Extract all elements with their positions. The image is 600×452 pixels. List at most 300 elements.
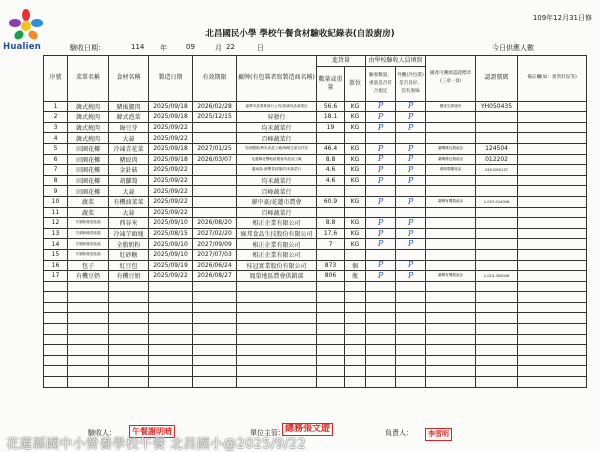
empty-cell: [149, 366, 193, 377]
empty-row: [44, 366, 587, 377]
row-mfg-date: 2025/09/18: [149, 154, 193, 165]
row-check-look: P: [396, 154, 426, 165]
row-ingredient: 冷凍芋頭塊: [109, 228, 149, 239]
row-dish: 蔬菜: [68, 196, 109, 207]
row-unit: KG: [345, 143, 366, 154]
watermark: 花蓮縣國中小營養學校午餐 北昌國小@2025/9/22: [6, 437, 306, 452]
empty-cell: [518, 377, 587, 388]
row-qty: 19: [317, 122, 345, 133]
empty-cell: [518, 292, 587, 303]
empty-row: [44, 345, 587, 356]
row-cert: [476, 239, 518, 250]
table-row: [44, 239, 587, 250]
supplier-count-label: 今日供應人數: [492, 44, 534, 52]
row-unit: KG: [345, 154, 366, 165]
row-cert: [476, 218, 518, 229]
row-remark: [518, 175, 587, 186]
day-value: 22: [226, 43, 235, 51]
row-origin: 溯源農糧產品: [426, 165, 476, 176]
empty-cell: [237, 313, 317, 324]
empty-cell: [366, 302, 396, 313]
empty-cell: [68, 334, 109, 345]
empty-cell: [345, 345, 366, 356]
row-cert: [476, 207, 518, 218]
empty-cell: [44, 292, 68, 303]
empty-cell: [44, 302, 68, 313]
empty-cell: [109, 281, 149, 292]
row-mfg-date: 2025/09/22: [149, 186, 193, 197]
row-vendor: 廖中豪/花蓮市農會: [237, 196, 317, 207]
empty-cell: [396, 334, 426, 345]
row-check-look: P: [396, 218, 426, 229]
empty-cell: [149, 345, 193, 356]
row-vendor: 相正企業有限公司: [237, 218, 317, 229]
empty-cell: [149, 281, 193, 292]
empty-cell: [109, 366, 149, 377]
empty-cell: [68, 313, 109, 324]
empty-cell: [193, 334, 237, 345]
empty-cell: [237, 355, 317, 366]
row-qty: 18.1: [317, 112, 345, 123]
empty-cell: [149, 377, 193, 388]
row-exp-date: 2027/01/25: [193, 143, 237, 154]
empty-cell: [476, 313, 518, 324]
empty-cell: [44, 355, 68, 366]
empty-cell: [68, 281, 109, 292]
row-dish: 田園花椰: [68, 175, 109, 186]
row-dish: 田園花椰: [68, 186, 109, 197]
row-qty: 17.6: [317, 228, 345, 239]
row-qty: 46.4: [317, 143, 345, 154]
empty-cell: [366, 345, 396, 356]
row-cert: YH050435: [476, 101, 518, 112]
empty-cell: [396, 302, 426, 313]
row-origin: [426, 122, 476, 133]
row-remark: [518, 228, 587, 239]
row-qty: 60.9: [317, 196, 345, 207]
empty-cell: [44, 345, 68, 356]
table-row: [44, 196, 587, 207]
row-vendor: 鳳榮地區農會供銷部: [237, 271, 317, 282]
row-check-qty: P: [366, 228, 396, 239]
row-remark: [518, 207, 587, 218]
row-ingredient: 大蒜: [109, 133, 149, 144]
row-dish: 芋頭粉條香菇湯: [68, 249, 109, 260]
row-remark: [518, 271, 587, 282]
empty-cell: [396, 345, 426, 356]
empty-cell: [237, 345, 317, 356]
empty-cell: [518, 334, 587, 345]
empty-cell: [345, 281, 366, 292]
empty-cell: [317, 313, 345, 324]
table-row: [44, 154, 587, 165]
header-exp-date: 有效期限: [193, 56, 237, 102]
row-remark: [518, 143, 587, 154]
row-check-qty: P: [366, 165, 396, 176]
row-ingredient: 有機油菜菜: [109, 196, 149, 207]
empty-row: [44, 324, 587, 335]
row-ingredient: 豬後腿肉: [109, 101, 149, 112]
row-qty: 7: [317, 239, 345, 250]
header-remark: 備註欄(如：異常狀況等): [518, 56, 587, 102]
empty-cell: [44, 324, 68, 335]
logo-text: Hualien: [3, 42, 41, 52]
empty-cell: [476, 281, 518, 292]
empty-cell: [317, 281, 345, 292]
empty-cell: [68, 302, 109, 313]
empty-cell: [426, 313, 476, 324]
empty-cell: [345, 366, 366, 377]
row-origin: [426, 239, 476, 250]
row-qty: 4.6: [317, 165, 345, 176]
table-row: [44, 112, 587, 123]
row-origin: [426, 207, 476, 218]
header-inspect-group: 由學校驗收人員填寫: [366, 56, 426, 67]
row-dish: 包子: [68, 260, 109, 271]
empty-cell: [396, 366, 426, 377]
row-vendor: 相正企業有限公司: [237, 239, 317, 250]
row-dish: 芋頭粉條香菇湯: [68, 239, 109, 250]
row-mfg-date: 2025/09/22: [149, 122, 193, 133]
row-qty: [317, 207, 345, 218]
header-qty: 數量或重量: [317, 66, 345, 101]
row-exp-date: 2026/08/20: [193, 218, 237, 229]
row-cert: 012202: [476, 154, 518, 165]
row-cert: [476, 228, 518, 239]
empty-cell: [44, 313, 68, 324]
row-vendor: 均禾蔬菜行: [237, 122, 317, 133]
row-mfg-date: 2025/09/18: [149, 101, 193, 112]
row-qty: [317, 186, 345, 197]
empty-cell: [476, 366, 518, 377]
row-exp-date: [193, 122, 237, 133]
row-origin: [426, 112, 476, 123]
row-seq: 10: [44, 196, 68, 207]
empty-cell: [518, 324, 587, 335]
row-mfg-date: 2025/09/19: [149, 260, 193, 271]
row-unit: [345, 186, 366, 197]
empty-cell: [396, 281, 426, 292]
table-row: [44, 228, 587, 239]
empty-cell: [345, 292, 366, 303]
row-exp-date: [193, 165, 237, 176]
month-unit: 月: [215, 44, 222, 52]
empty-cell: [44, 377, 68, 388]
row-mfg-date: 2025/08/15: [149, 228, 193, 239]
year-value: 114: [131, 43, 145, 51]
row-remark: [518, 186, 587, 197]
month-value: 09: [186, 43, 195, 51]
empty-cell: [149, 313, 193, 324]
row-cert: [476, 249, 518, 260]
empty-cell: [426, 302, 476, 313]
empty-cell: [366, 355, 396, 366]
row-ingredient: 冷凍青花菜: [109, 143, 149, 154]
row-cert: 124504: [476, 143, 518, 154]
row-dish: 韓式燒肉: [68, 133, 109, 144]
header-mfg-date: 製造日期: [149, 56, 193, 102]
table-row: [44, 122, 587, 133]
empty-cell: [518, 366, 587, 377]
header-unit: 單位: [345, 66, 366, 101]
row-exp-date: [193, 186, 237, 197]
empty-cell: [193, 377, 237, 388]
row-vendor: 百峰蔬菜行: [237, 133, 317, 144]
table-row: [44, 207, 587, 218]
row-remark: [518, 154, 587, 165]
row-check-qty: P: [366, 122, 396, 133]
row-check-look: P: [396, 122, 426, 133]
empty-cell: [366, 313, 396, 324]
row-check-qty: P: [366, 175, 396, 186]
row-vendor: 鑫東晶-新豐香菇場/均禾蔬菜行: [237, 165, 317, 176]
empty-cell: [193, 281, 237, 292]
row-unit: [345, 133, 366, 144]
row-cert: 1-010-300008: [476, 271, 518, 282]
row-check-qty: [366, 249, 396, 260]
empty-cell: [193, 324, 237, 335]
row-ingredient: 綠豆芽: [109, 122, 149, 133]
empty-cell: [366, 377, 396, 388]
row-ingredient: 紅豆包: [109, 260, 149, 271]
table-row: [44, 249, 587, 260]
row-unit: 個: [345, 260, 366, 271]
table-row: [44, 133, 587, 144]
empty-cell: [396, 292, 426, 303]
row-exp-date: [193, 207, 237, 218]
row-vendor: 綠邦食品生技股份有限公司: [237, 228, 317, 239]
row-unit: KG: [345, 122, 366, 133]
empty-cell: [68, 292, 109, 303]
header-origin: 國產可溯源認證標章(三章一Q): [426, 56, 476, 102]
table-row: [44, 186, 587, 197]
owner-stamp: 李雪明: [425, 428, 452, 441]
empty-cell: [426, 377, 476, 388]
row-origin: [426, 228, 476, 239]
row-mfg-date: 2025/09/22: [149, 175, 193, 186]
empty-cell: [345, 302, 366, 313]
row-exp-date: 2026/06/24: [193, 260, 237, 271]
row-check-look: [396, 249, 426, 260]
row-exp-date: 2027/02/20: [193, 228, 237, 239]
empty-cell: [68, 377, 109, 388]
empty-row: [44, 334, 587, 345]
row-dish: 芋頭粉條香菇湯: [68, 218, 109, 229]
row-cert: 1-007-014006: [476, 196, 518, 207]
row-check-qty: P: [366, 143, 396, 154]
date-label: 驗收日期：: [70, 44, 105, 52]
header-cert: 認證號碼: [476, 56, 518, 102]
row-remark: [518, 101, 587, 112]
row-remark: [518, 239, 587, 250]
row-mfg-date: 2025/09/10: [149, 218, 193, 229]
row-vendor: 花蓮縣北豐地區農會肉品加工廠: [237, 154, 317, 165]
row-mfg-date: 2025/09/10: [149, 249, 193, 260]
empty-cell: [396, 313, 426, 324]
row-origin: [426, 133, 476, 144]
empty-cell: [193, 292, 237, 303]
table-body: [44, 101, 587, 387]
row-check-look: P: [396, 239, 426, 250]
header-ingredient: 食材名稱: [109, 56, 149, 102]
empty-cell: [149, 302, 193, 313]
empty-cell: [476, 324, 518, 335]
empty-cell: [193, 302, 237, 313]
empty-cell: [518, 313, 587, 324]
date-bar: [0, 43, 600, 55]
inspection-table: [43, 55, 587, 388]
row-seq: 16: [44, 260, 68, 271]
row-check-qty: P: [366, 101, 396, 112]
empty-cell: [317, 355, 345, 366]
row-check-look: P: [396, 196, 426, 207]
row-dish: 有機豆奶: [68, 271, 109, 282]
row-remark: [518, 218, 587, 229]
row-dish: 韓式燒肉: [68, 112, 109, 123]
row-dish: 韓式燒肉: [68, 122, 109, 133]
unit-head-stamp: 總務張文遊: [282, 423, 333, 436]
row-qty: [317, 249, 345, 260]
empty-cell: [237, 281, 317, 292]
row-remark: [518, 112, 587, 123]
table-row: [44, 218, 587, 229]
empty-cell: [426, 355, 476, 366]
row-exp-date: 2027/07/03: [193, 249, 237, 260]
row-seq: 3: [44, 122, 68, 133]
row-origin: 臺灣優良農產品: [426, 143, 476, 154]
owner-label: 負責人：: [385, 429, 413, 437]
day-unit: 日: [257, 44, 264, 52]
row-exp-date: 2026/08/27: [193, 271, 237, 282]
row-exp-date: [193, 175, 237, 186]
row-seq: 12: [44, 218, 68, 229]
row-origin: [426, 186, 476, 197]
empty-cell: [237, 366, 317, 377]
row-check-look: P: [396, 175, 426, 186]
empty-cell: [109, 292, 149, 303]
empty-cell: [366, 281, 396, 292]
row-check-look: P: [396, 228, 426, 239]
row-seq: 9: [44, 186, 68, 197]
empty-cell: [426, 292, 476, 303]
row-exp-date: [193, 133, 237, 144]
empty-row: [44, 302, 587, 313]
row-exp-date: [193, 196, 237, 207]
row-remark: [518, 133, 587, 144]
row-seq: 2: [44, 112, 68, 123]
row-origin: 國產生鮮豬肉: [426, 101, 476, 112]
row-qty: 8.8: [317, 154, 345, 165]
empty-cell: [109, 313, 149, 324]
row-unit: 瓶: [345, 271, 366, 282]
row-unit: KG: [345, 165, 366, 176]
row-qty: 8.8: [317, 218, 345, 229]
empty-cell: [518, 345, 587, 356]
empty-cell: [366, 292, 396, 303]
empty-cell: [193, 345, 237, 356]
row-dish: 蔬菜: [68, 207, 109, 218]
empty-cell: [237, 292, 317, 303]
row-cert: [476, 186, 518, 197]
empty-row: [44, 292, 587, 303]
row-remark: [518, 249, 587, 260]
row-unit: KG: [345, 196, 366, 207]
empty-cell: [109, 345, 149, 356]
row-origin: [426, 218, 476, 229]
empty-cell: [476, 345, 518, 356]
empty-cell: [44, 334, 68, 345]
row-mfg-date: 2025/09/22: [149, 133, 193, 144]
row-vendor: 百峰蔬菜行: [237, 186, 317, 197]
empty-cell: [68, 324, 109, 335]
empty-cell: [109, 302, 149, 313]
row-origin: 臺灣優良農產品: [426, 154, 476, 165]
row-cert: [476, 260, 518, 271]
unit-head-label: 單位主管：: [250, 429, 285, 437]
empty-cell: [426, 281, 476, 292]
row-ingredient: 金針菇: [109, 165, 149, 176]
row-ingredient: 大蒜: [109, 207, 149, 218]
empty-cell: [149, 355, 193, 366]
row-origin: 臺灣有機農產品: [426, 196, 476, 207]
row-vendor: 安庭國際/利禾食品工廠/海晴生產合作社: [237, 143, 317, 154]
row-mfg-date: 2025/09/22: [149, 207, 193, 218]
empty-row: [44, 281, 587, 292]
header-inspect2: 外觀(冷包裝)是否良好、沒有異味: [396, 66, 426, 101]
empty-cell: [476, 377, 518, 388]
row-qty: [317, 133, 345, 144]
row-remark: [518, 165, 587, 176]
empty-cell: [366, 334, 396, 345]
row-check-qty: [366, 186, 396, 197]
row-ingredient: 韓式泡菜: [109, 112, 149, 123]
row-check-qty: P: [366, 271, 396, 282]
empty-cell: [426, 334, 476, 345]
row-remark: [518, 122, 587, 133]
empty-cell: [193, 366, 237, 377]
empty-cell: [317, 324, 345, 335]
row-check-look: P: [396, 101, 426, 112]
empty-cell: [44, 281, 68, 292]
empty-cell: [237, 302, 317, 313]
row-ingredient: 西谷米: [109, 218, 149, 229]
row-dish: 田園花椰: [68, 143, 109, 154]
row-ingredient: 有機豆奶: [109, 271, 149, 282]
header-qty-group: 進貨量: [317, 56, 366, 67]
row-unit: [345, 249, 366, 260]
row-cert: 0401000137: [476, 165, 518, 176]
empty-cell: [345, 334, 366, 345]
row-unit: KG: [345, 175, 366, 186]
row-check-look: P: [396, 165, 426, 176]
row-ingredient: 豬絞肉: [109, 154, 149, 165]
row-exp-date: 2026/03/07: [193, 154, 237, 165]
row-seq: 17: [44, 271, 68, 282]
row-check-qty: P: [366, 218, 396, 229]
row-vendor: 昇發行: [237, 112, 317, 123]
row-vendor: 均禾蔬菜行: [237, 175, 317, 186]
empty-cell: [109, 377, 149, 388]
empty-cell: [68, 355, 109, 366]
print-date: 109年12月31日修: [532, 14, 592, 22]
empty-cell: [237, 334, 317, 345]
row-seq: 7: [44, 165, 68, 176]
header-inspect1: 驗收數量、重量是否符合規定: [366, 66, 396, 101]
empty-cell: [345, 377, 366, 388]
empty-cell: [518, 355, 587, 366]
row-origin: [426, 249, 476, 260]
row-mfg-date: 2025/09/22: [149, 271, 193, 282]
